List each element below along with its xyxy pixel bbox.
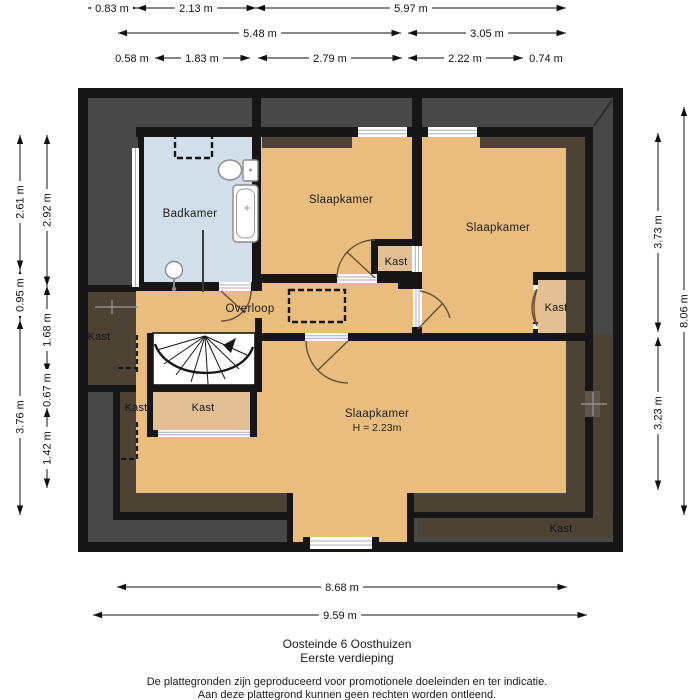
- badkamer-label: Badkamer: [162, 208, 218, 220]
- attic-brown-bottom-left: [113, 493, 293, 515]
- dim-1-83: 1.83 m: [185, 53, 219, 65]
- attic-brown-bottom-right: [412, 495, 593, 512]
- dim-0-58: 0.58 m: [115, 53, 149, 65]
- door-slaapkamer-top-opening: [337, 274, 377, 283]
- dim-0-67: 0.67 m: [41, 373, 54, 407]
- toilet-icon: [219, 160, 242, 180]
- dim-5-97: 5.97 m: [394, 3, 428, 15]
- footer-disclaimer-2: Aan deze plattegrond kunnen geen rechten worden ontleend.: [197, 689, 497, 700]
- plan-structure: [78, 88, 623, 552]
- kast-middle-label: Kast: [384, 256, 408, 268]
- slaapkamer-right-label: Slaapkamer: [465, 222, 531, 234]
- slaapkamer-top-label: Slaapkamer: [308, 194, 374, 206]
- kast-stairs-doors: [158, 430, 250, 437]
- spiral-staircase: [153, 333, 255, 385]
- attic-brown-right-band: [566, 133, 585, 513]
- window-bottom: [310, 537, 372, 549]
- window-top-2: [428, 127, 477, 137]
- dim-2-61: 2.61 m: [14, 185, 27, 219]
- dim-3-05: 3.05 m: [470, 28, 504, 40]
- footer-address: Oosteinde 6 Oosthuizen: [282, 637, 412, 651]
- kast-stairs-label: Kast: [191, 402, 215, 414]
- dim-2-13: 2.13 m: [179, 3, 213, 15]
- door-badkamer-opening: [219, 282, 251, 291]
- kast-bottom-right-label: Kast: [549, 523, 573, 535]
- kast-left-upper-label: Kast: [87, 331, 111, 343]
- dim-9-59: 9.59 m: [323, 610, 357, 622]
- dim-1-68: 1.68 m: [41, 313, 54, 347]
- kast-bottom-right-area: [417, 518, 613, 538]
- door-slaapkamer-right-opening: [413, 289, 422, 327]
- kast-left-lower-label: Kast: [124, 402, 148, 414]
- dim-0-83: 0.83 m: [95, 3, 129, 15]
- overloop-label: Overloop: [225, 303, 275, 315]
- door-slaapkamer-main-opening: [305, 333, 348, 341]
- slaapkamer-main-label: Slaapkamer: [344, 408, 410, 420]
- dim-3-23: 3.23 m: [652, 396, 665, 430]
- dim-2-92: 2.92 m: [41, 193, 54, 227]
- dim-0-95: 0.95 m: [14, 278, 27, 312]
- attic-brown-notch-mid: [262, 137, 352, 148]
- kast-right-label: Kast: [544, 302, 568, 314]
- door-kast-middle-opening: [412, 246, 422, 272]
- dim-8-06: 8.06 m: [678, 294, 691, 328]
- dim-2-22: 2.22 m: [448, 53, 482, 65]
- dim-0-74: 0.74 m: [529, 53, 563, 65]
- attic-brown-right-outer: [593, 333, 612, 538]
- footer: [147, 637, 548, 700]
- slaapkamer-main-height: H = 2.23m: [352, 422, 402, 434]
- dim-1-42: 1.42 m: [41, 431, 54, 465]
- footer-disclaimer-1: De plattegronden zijn geproduceerd voor promotionele doeleinden en ter indicatie.: [146, 676, 548, 688]
- dim-3-76: 3.76 m: [14, 400, 27, 434]
- dim-3-73: 3.73 m: [652, 215, 665, 249]
- footer-floor: Eerste verdieping: [300, 651, 394, 665]
- dim-2-79: 2.79 m: [313, 53, 347, 65]
- window-top-1: [358, 127, 407, 137]
- dim-5-48: 5.48 m: [243, 28, 277, 40]
- dormer-floor: [293, 493, 407, 542]
- sink-icon: [166, 262, 183, 279]
- dim-8-68: 8.68 m: [325, 582, 359, 594]
